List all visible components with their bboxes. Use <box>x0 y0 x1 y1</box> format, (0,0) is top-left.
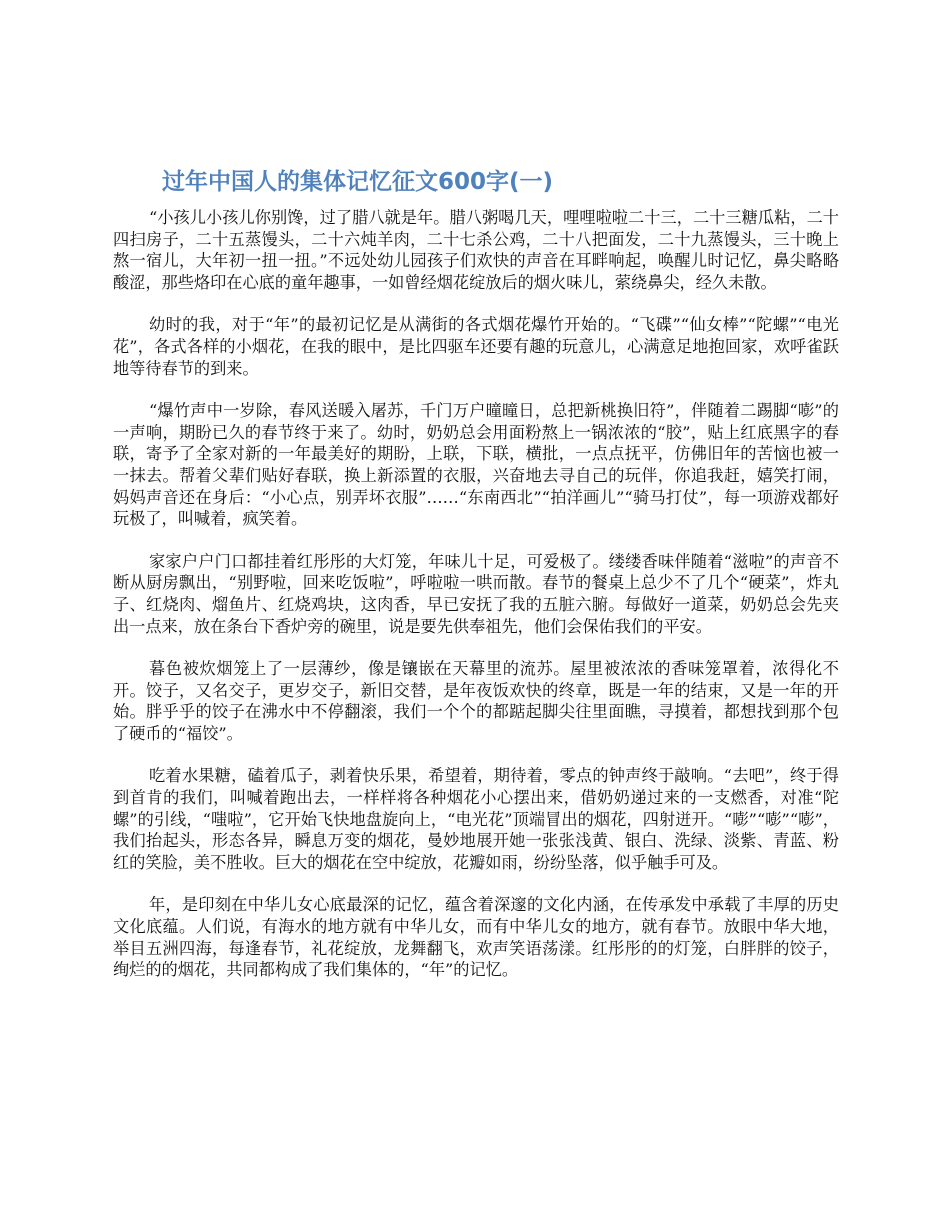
paragraph: “爆竹声中一岁除，春风送暖入屠苏，千门万户曈曈日，总把新桃换旧符”，伴随着二踢脚“嘭”的一声响，期盼已久的春节终于来了。幼时，奶奶总会用面粉熬上一锅浓浓的“胶”，贴上红底黑字的春联，寄予了全家对新的一年最美好的期盼，上联，下联，横批，一点点抚平，仿佛旧年的苦恼也被一一抹去。帮着父辈们贴好春联，换上新添置的衣服，兴奋地去寻自己的玩伴，你追我赶，嬉笑打闹，妈妈声音还在身后：“小心点，别弄坏衣服”……“东南西北”“拍洋画儿”“骑马打仗”，每一项游戏都好玩极了，叫喊着，疯笑着。 <box>113 401 839 529</box>
paragraph: 幼时的我，对于“年”的最初记忆是从满街的各式烟花爆竹开始的。“飞碟”“仙女棒”“陀螺”“电光花”，各式各样的小烟花，在我的眼中，是比四驱车还要有趣的玩意儿，心满意足地抱回家，欢呼雀跃地等待春节的到来。 <box>113 315 839 378</box>
paragraph: 暮色被炊烟笼上了一层薄纱，像是镶嵌在天幕里的流苏。屋里被浓浓的香味笼罩着，浓得化不开。饺子，又名交子，更岁交子，新旧交替，是年夜饭欢快的终章，既是一年的结束，又是一年的开始。胖乎乎的饺子在沸水中不停翻滚，我们一个个的都踮起脚尖往里面瞧，寻摸着，都想找到那个包了硬币的“福饺”。 <box>113 659 839 743</box>
document-title: 过年中国人的集体记忆征文600字(一) <box>162 169 554 195</box>
paragraph: 家家户户门口都挂着红彤彤的大灯笼，年味儿十足，可爱极了。缕缕香味伴随着“滋啦”的声音不断从厨房飘出，“别野啦，回来吃饭啦”，呼啦啦一哄而散。春节的餐桌上总少不了几个“硬菜”，炸丸子、红烧肉、熘鱼片、红烧鸡块，这肉香，早已安抚了我的五脏六腑。每做好一道菜，奶奶总会先夹出一点来，放在条台下香炉旁的碗里，说是要先供奉祖先，他们会保佑我们的平安。 <box>113 551 839 636</box>
paragraph: 年，是印刻在中华儿女心底最深的记忆，蕴含着深邃的文化内涵，在传承发中承载了丰厚的历史文化底蕴。人们说，有海水的地方就有中华儿女，而有中华儿女的地方，就有春节。放眼中华大地，举目五洲四海，每逢春节，礼花绽放，龙舞翻飞，欢声笑语荡漾。红彤彤的的灯笼，白胖胖的饺子，绚烂的的烟花，共同都构成了我们集体的，“年”的记忆。 <box>113 895 839 980</box>
paragraph: 吃着水果糖，磕着瓜子，剥着快乐果，希望着，期待着，零点的钟声终于敲响。“去吧”，终于得到首肯的我们，叫喊着跑出去，一样样将各种烟花小心摆出来，借奶奶递过来的一支燃香，对准“陀螺”的引线，“嗤啦”，它开始飞快地盘旋向上，“电光花”顶端冒出的烟花，四射迸开。“嘭”“嘭”“嘭”，我们抬起头，形态各异，瞬息万变的烟花，曼妙地展开她一张张浅黄、银白、洗绿、淡紫、青蓝、粉红的笑脸，美不胜收。巨大的烟花在空中绽放，花瓣如雨，纷纷坠落，似乎触手可及。 <box>113 766 839 872</box>
paragraph: “小孩儿小孩儿你别馋，过了腊八就是年。腊八粥喝几天，哩哩啦啦二十三，二十三糖瓜粘，二十四扫房子，二十五蒸馒头，二十六炖羊肉，二十七杀公鸡，二十八把面发，二十九蒸馒头，三十晚上熬一宿儿，大年初一扭一扭。”不远处幼儿园孩子们欢快的声音在耳畔响起，唤醒儿时记忆，鼻尖略略酸涩，那些烙印在心底的童年趣事，一如曾经烟花绽放后的烟火味儿，萦绕鼻尖，经久未散。 <box>113 208 839 292</box>
document-body <box>113 207 839 1002</box>
